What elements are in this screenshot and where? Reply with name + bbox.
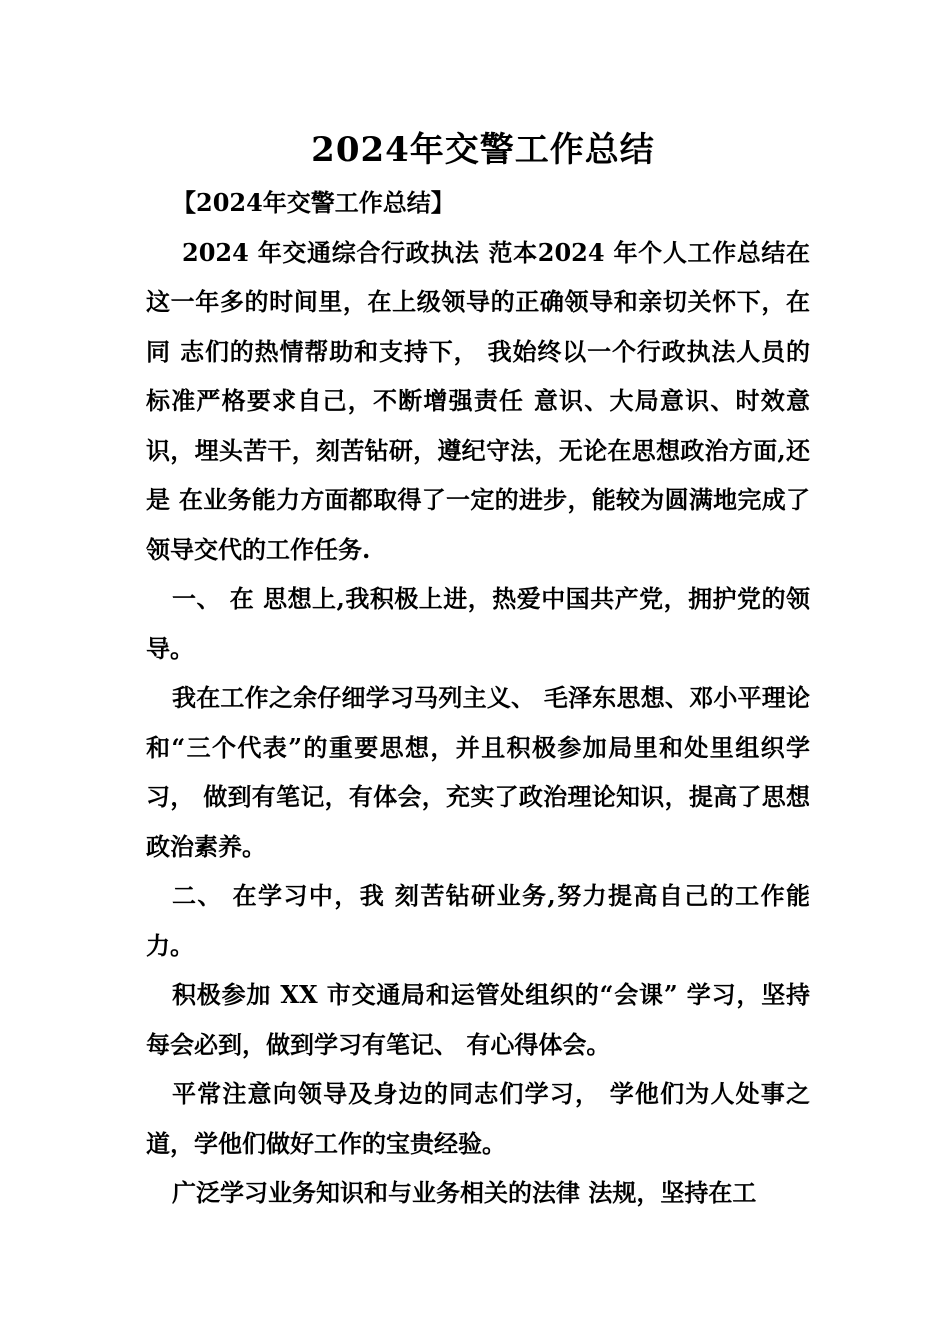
paragraph-section-two-heading: 二、 在学习中，我 刻苦钻研业务,努力提高自己的工作能力。 [146,881,810,960]
paragraph-section-one-body: 我在工作之余仔细学习马列主义、 毛泽东思想、邓小平理论和“三个代表”的重要思想，并且积极参加局里和处里组织学习， 做到有笔记，有体会，充实了政治理论知识，提高了思想政治素养。 [146,683,810,861]
paragraph-intro: 2024 年交通综合行政执法 范本2024 年个人工作总结在这一年多的时间里，在上级领导的正确领导和亲切关怀下，在同 志们的热情帮助和支持下， 我始终以一个行政执法人员的标准严格要求自己，不断增强责任 意识、大局意识、时效意识，埋头苦干，刻苦钻研，遵纪守法，无论在思想政治方面,还是 在业务能力方面都取得了一定的进步，能较为圆满地完成了领导交代的工作任务. [146,237,810,564]
paragraph-heading-tag: 【2024年交警工作总结】 [172,188,455,217]
document-body [146,178,810,1218]
paragraph-section-two-body-2: 平常注意向领导及身边的同志们学习， 学他们为人处事之道，学他们做好工作的宝贵经验。 [146,1079,810,1158]
paragraph-section-two-body-3: 广泛学习业务知识和与业务相关的法律 法规，坚持在工 [172,1178,757,1207]
document-title: 2024年交警工作总结 [311,130,655,170]
paragraph-section-two-body-1: 积极参加 XX 市交通局和运管处组织的“会课” 学习，坚持每会必到，做到学习有笔记、 有心得体会。 [146,980,810,1059]
paragraph-section-one-heading: 一、 在 思想上,我积极上进，热爱中国共产党，拥护党的领导。 [146,584,810,663]
